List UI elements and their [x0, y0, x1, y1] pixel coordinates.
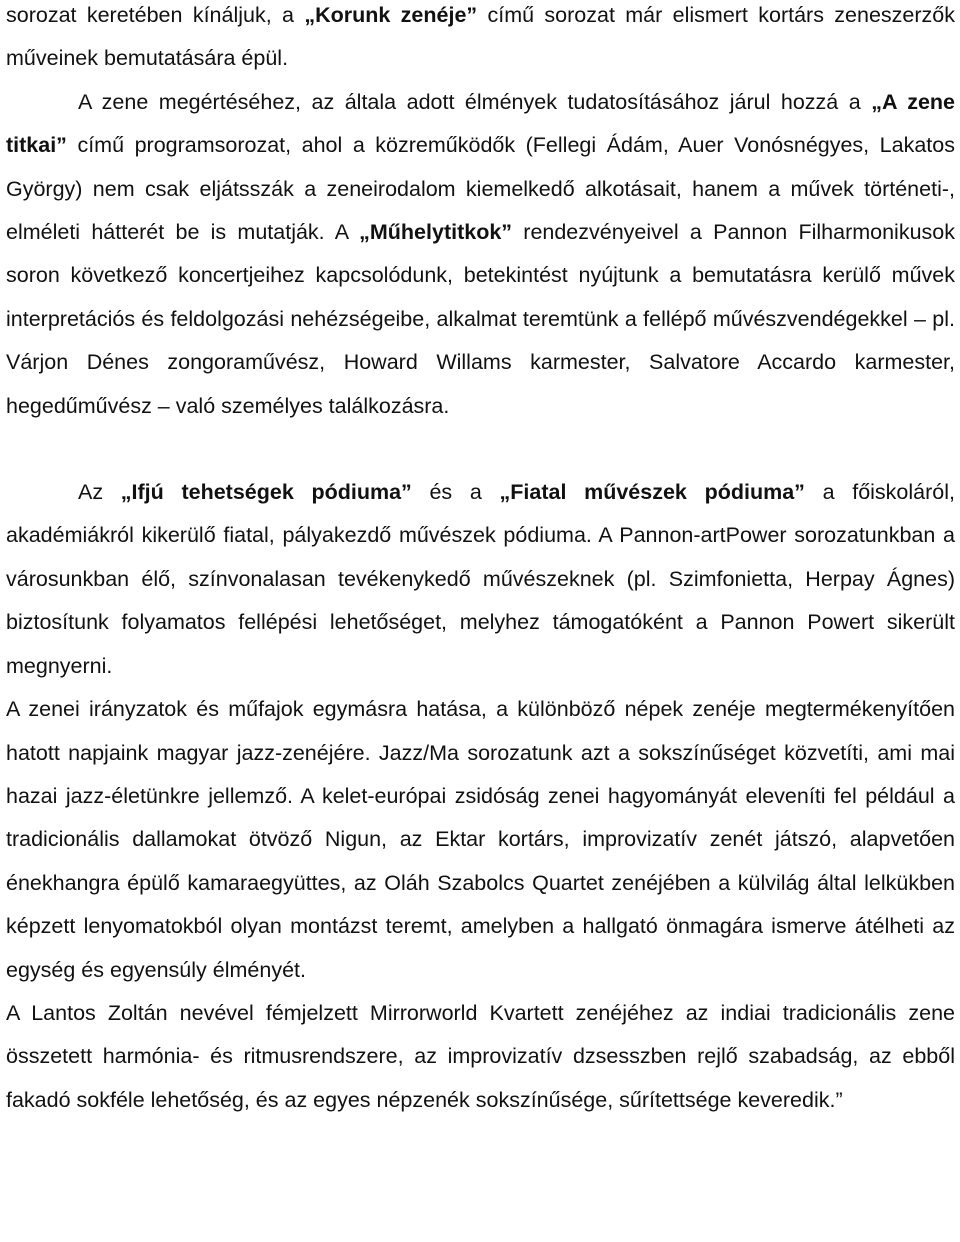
- document-page: [6, 0, 955, 1122]
- series-title-ifju-tehetsegek: „Ifjú tehetségek pódiuma”: [120, 480, 412, 505]
- paragraph-korunk-zeneje: [6, 0, 955, 81]
- text-segment: című programsorozat, ahol a közreműködők (Fellegi Ádám, Auer Vonósnégyes, Lakatos György) nem csak eljátsszák a zeneirodalom kiemelkedő alkotásait, hanem a művek történeti-, elméleti hátterét be is mutatják. A: [6, 133, 955, 245]
- series-title-muhelytitkok: „Műhelytitkok”: [359, 220, 513, 245]
- text-segment: A zene megértéséhez, az általa adott élmények tudatosításához járul hozzá a: [78, 89, 872, 114]
- series-title-fiatal-muveszek: „Fiatal művészek pódiuma”: [499, 480, 805, 505]
- text-segment: című sorozat már elismert kortárs zeneszerzők műveinek bemutatására épül.: [6, 3, 955, 71]
- text-segment: rendezvényeivel a Pannon Filharmonikusok soron következő koncertjeihez kapcsolódunk, betekintést nyújtunk a bemutatásra kerülő művek interpretációs és feldolgozási nehézségeibe, alkalmat teremtünk a fellépő művészvendégekkel – pl. Várjon Dénes zongoraművész, Howard Willams karmester, Salvatore Accardo karmester, hegedűművész – való személyes találkozásra.: [6, 220, 955, 418]
- paragraph-jazz-ma: A zenei irányzatok és műfajok egymásra hatása, a különböző népek zenéje megtermékenyítően hatott napjaink magyar jazz-zenéjére. Jazz/Ma sorozatunk azt a sokszínűséget közvetíti, ami mai hazai jazz-életünkre jellemző. A kelet-európai zsidóság zenei hagyományát eleveníti fel például a tradicionális dallamokat ötvöző Nigun, az Ektar kortárs, improvizatív zenét játszó, alapvetően énekhangra épülő kamaraegyüttes, az Oláh Szabolcs Quartet zenéjében a külvilág által lelkükben képzett lenyomatokból olyan montázst teremt, amelyben a hallgató önmagára ismerve átélheti az egység és egyensúly élményét.: [6, 697, 955, 982]
- paragraph-mirrorworld: A Lantos Zoltán nevével fémjelzett Mirrorworld Kvartett zenéjéhez az indiai tradicionális zene összetett harmónia- és ritmusrendszere, az improvizatív dzsesszben rejlő szabadság, az ebből fakadó sokféle lehetőség, és az egyes népzenék sokszínűsége, sűrítettsége keveredik.”: [6, 1000, 955, 1112]
- text-segment: a főiskoláról, akadémiákról kikerülő fiatal, pályakezdő művészek pódiuma. A Pannon-artPower sorozatunkban a városunkban élő, színvonalasan tevékenykedő művészeknek (pl. Szimfonietta, Herpay Ágnes) biztosítunk folyamatos fellépési lehetőséget, melyhez támogatóként a Pannon Powert sikerült megnyerni.: [6, 480, 955, 678]
- series-title-zene-titkai: „A zene titkai”: [6, 89, 955, 158]
- paragraph-podiumok: [6, 471, 955, 688]
- text-segment: Az: [78, 480, 121, 505]
- text-segment: sorozat keretében kínáljuk, a: [6, 3, 305, 27]
- paragraph-spacer: [6, 428, 955, 471]
- series-title-korunk-zeneje: „Korunk zenéje”: [304, 3, 478, 27]
- text-segment: és a: [411, 480, 500, 505]
- paragraph-zene-titkai: [6, 81, 955, 428]
